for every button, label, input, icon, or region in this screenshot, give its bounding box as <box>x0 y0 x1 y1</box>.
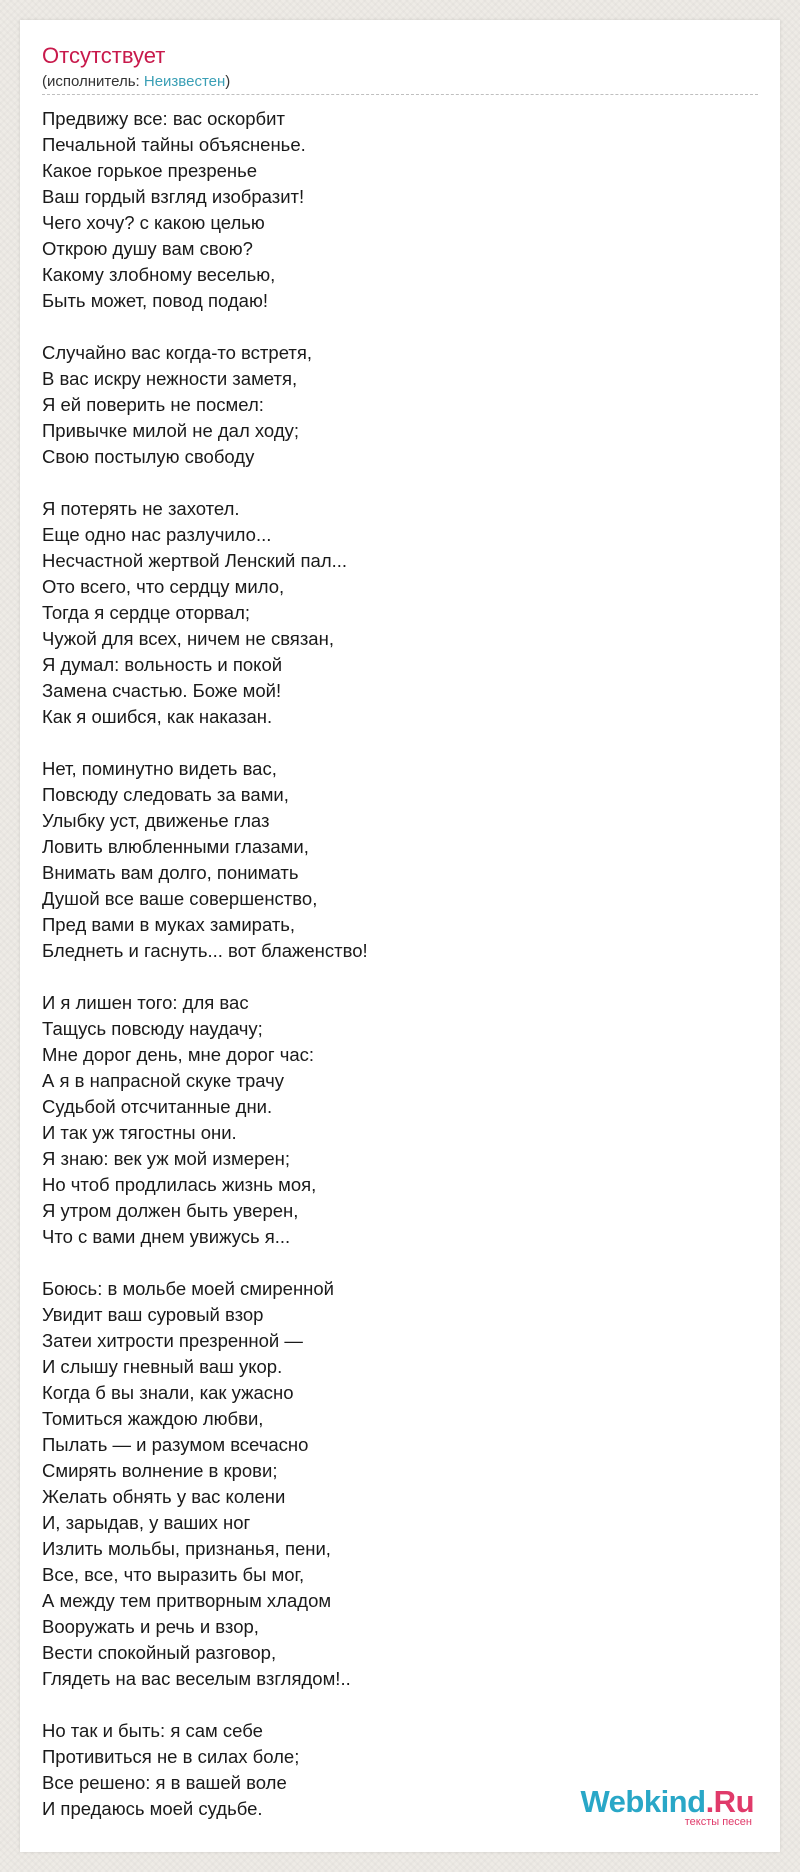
lyrics-line: Душой все ваше совершенство, <box>42 888 318 909</box>
artist-link[interactable]: Неизвестен <box>143 73 226 90</box>
lyrics-line: Но чтоб продлилась жизнь моя, <box>42 1174 317 1195</box>
lyrics-stanza <box>42 496 742 730</box>
artist-line <box>42 72 230 92</box>
logo-suffix: .Ru <box>705 1784 754 1819</box>
lyrics-stanza <box>42 340 742 470</box>
lyrics-line: Ловить влюбленными глазами, <box>42 836 309 857</box>
logo-subtitle: тексты песен <box>684 1816 752 1828</box>
lyrics-line: И слышу гневный ваш укор. <box>42 1356 283 1377</box>
lyrics-line: Я ей поверить не посмел: <box>42 394 264 415</box>
lyrics-line: Внимать вам долго, понимать <box>42 862 299 883</box>
lyrics-line: Как я ошибся, как наказан. <box>42 706 273 727</box>
lyrics-stanza <box>42 1276 742 1692</box>
song-title: Отсутствует <box>42 43 166 68</box>
title-divider <box>42 94 758 95</box>
lyrics-line: Ваш гордый взгляд изобразит! <box>42 186 305 207</box>
lyrics-line: И я лишен того: для вас <box>42 992 249 1013</box>
artist-suffix: ) <box>225 73 231 90</box>
lyrics-line: Какому злобному веселью, <box>42 264 276 285</box>
lyrics-card <box>20 20 780 1852</box>
lyrics-line: Случайно вас когда-то встретя, <box>42 342 312 363</box>
lyrics-line: Когда б вы знали, как ужасно <box>42 1382 294 1403</box>
lyrics-line: Быть может, повод подаю! <box>42 290 268 311</box>
lyrics-line: Чего хочу? с какою целью <box>42 212 265 233</box>
lyrics-line: В вас искру нежности заметя, <box>42 368 298 389</box>
lyrics-line: Боюсь: в мольбе моей смиренной <box>42 1278 334 1299</box>
lyrics-line: Вести спокойный разговор, <box>42 1642 277 1663</box>
lyrics-line: Привычке милой не дал ходу; <box>42 420 300 441</box>
lyrics-line: Я утром должен быть уверен, <box>42 1200 299 1221</box>
lyrics-line: Свою постылую свободу <box>42 446 255 467</box>
lyrics-line: Пред вами в муках замирать, <box>42 914 296 935</box>
lyrics-line: Излить мольбы, признанья, пени, <box>42 1538 331 1559</box>
lyrics-line: И так уж тягостны они. <box>42 1122 237 1143</box>
lyrics-line: Замена счастью. Боже мой! <box>42 680 282 701</box>
lyrics-line: Мне дорог день, мне дорог час: <box>42 1044 315 1065</box>
lyrics-line: Вооружать и речь и взор, <box>42 1616 259 1637</box>
lyrics-line: Какое горькое презренье <box>42 160 258 181</box>
lyrics-stanza <box>42 106 742 314</box>
lyrics-stanza <box>42 756 742 964</box>
lyrics-line: Я думал: вольность и покой <box>42 654 283 675</box>
lyrics-line: Повсюду следовать за вами, <box>42 784 289 805</box>
lyrics-line: Все решено: я в вашей воле <box>42 1772 287 1793</box>
lyrics-line: Тогда я сердце оторвал; <box>42 602 251 623</box>
lyrics-line: Желать обнять у вас колени <box>42 1486 286 1507</box>
lyrics-line: Затеи хитрости презренной — <box>42 1330 303 1351</box>
lyrics-line: Пылать — и разумом всечасно <box>42 1434 309 1455</box>
lyrics-line: Что с вами днем увижусь я... <box>42 1226 291 1247</box>
lyrics-line: Ото всего, что сердцу мило, <box>42 576 285 597</box>
lyrics-line: Все, все, что выразить бы мог, <box>42 1564 305 1585</box>
lyrics-line: Открою душу вам свою? <box>42 238 253 259</box>
lyrics-line: Томиться жаждою любви, <box>42 1408 264 1429</box>
lyrics-line: Бледнеть и гаснуть... вот блаженство! <box>42 940 368 961</box>
lyrics-line: И предаюсь моей судьбе. <box>42 1798 263 1819</box>
lyrics-line: Печальной тайны объясненье. <box>42 134 306 155</box>
lyrics-line: Но так и быть: я сам себе <box>42 1720 263 1741</box>
lyrics-line: Улыбку уст, движенье глаз <box>42 810 270 831</box>
lyrics-line: Предвижу все: вас оскорбит <box>42 108 285 129</box>
webkind-logo[interactable] <box>554 1786 754 1828</box>
lyrics-line: Я знаю: век уж мой измерен; <box>42 1148 290 1169</box>
lyrics-line: Смирять волнение в крови; <box>42 1460 278 1481</box>
lyrics-line: Чужой для всех, ничем не связан, <box>42 628 334 649</box>
logo-text <box>554 1786 754 1818</box>
lyrics-line: Нет, поминутно видеть вас, <box>42 758 277 779</box>
lyrics-stanza <box>42 990 742 1250</box>
lyrics-line: Я потерять не захотел. <box>42 498 240 519</box>
lyrics-line: Противиться не в силах боле; <box>42 1746 300 1767</box>
lyrics-line: А я в напрасной скуке трачу <box>42 1070 284 1091</box>
lyrics-body <box>42 106 742 1848</box>
logo-main: Webkind <box>580 1784 706 1819</box>
artist-prefix: (исполнитель: <box>42 73 144 90</box>
lyrics-line: Еще одно нас разлучило... <box>42 524 272 545</box>
lyrics-line: Тащусь повсюду наудачу; <box>42 1018 263 1039</box>
lyrics-line: Судьбой отсчитанные дни. <box>42 1096 273 1117</box>
lyrics-line: Увидит ваш суровый взор <box>42 1304 264 1325</box>
lyrics-line: Глядеть на вас веселым взглядом!.. <box>42 1668 351 1689</box>
lyrics-line: И, зарыдав, у ваших ног <box>42 1512 251 1533</box>
lyrics-line: А между тем притворным хладом <box>42 1590 332 1611</box>
lyrics-line: Несчастной жертвой Ленский пал... <box>42 550 348 571</box>
